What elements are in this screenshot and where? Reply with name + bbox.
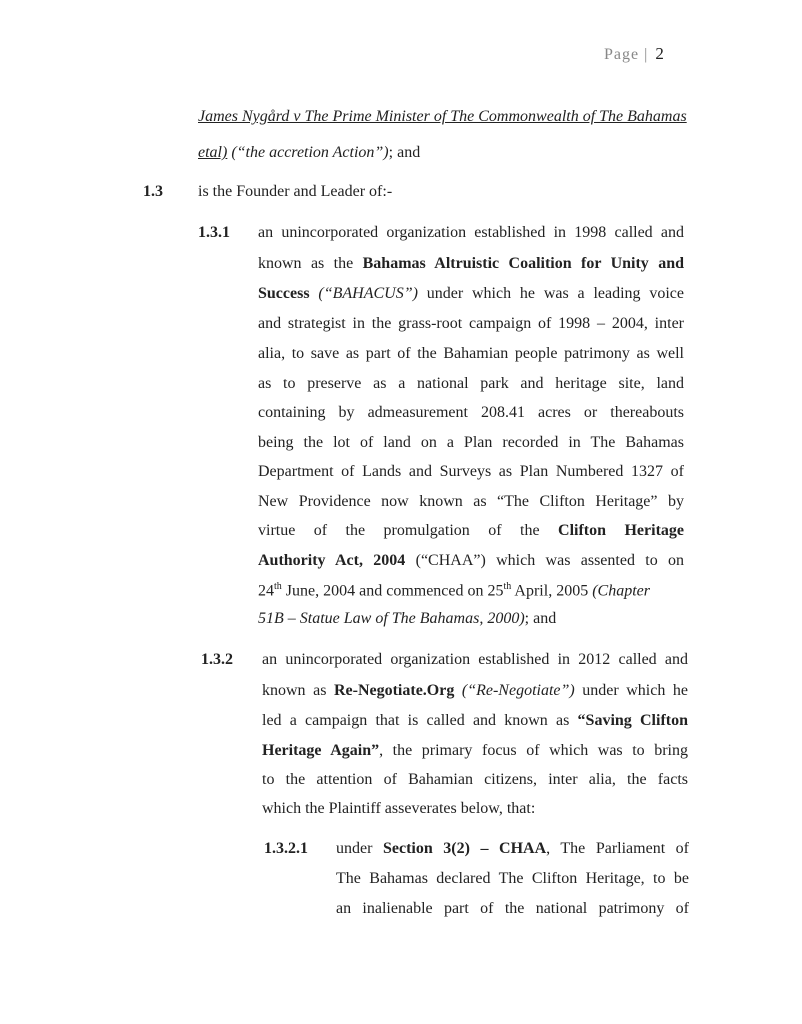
accretion-label: (“the accretion Action”) bbox=[231, 144, 389, 161]
renegotiate-abbrev: (“Re-Negotiate”) bbox=[454, 682, 575, 699]
s132-line-3-pre: led a campaign that is called and known as bbox=[262, 712, 578, 729]
page-word: Page bbox=[604, 46, 640, 63]
s131-line-8: being the lot of land on a Plan recorded in The Bahamas bbox=[258, 434, 684, 451]
s131-line-7: containing by admeasurement 208.41 acres or thereabouts bbox=[258, 404, 684, 421]
s131-sup-1: th bbox=[274, 581, 282, 592]
s131-line-6: as to preserve as a national park and heritage site, land bbox=[258, 375, 684, 392]
s1321-line-1-pre: under bbox=[336, 840, 383, 857]
s131-date-2: June, 2004 and commenced on 25 bbox=[281, 582, 504, 600]
s131-date-1: 24 bbox=[258, 582, 274, 600]
s131-line-3 bbox=[258, 285, 684, 303]
case-title-line-2 bbox=[198, 144, 420, 162]
s132-line-5: to the attention of Bahamian citizens, inter alia, the facts bbox=[262, 771, 688, 788]
intro-tail: ; and bbox=[388, 144, 421, 161]
section-number-1-3-2-1: 1.3.2.1 bbox=[264, 840, 308, 857]
case-title-end: etal) bbox=[198, 144, 228, 161]
bahacus-name: Bahamas Altruistic Coalition for Unity and bbox=[362, 255, 684, 272]
s131-line-10: New Providence now known as “The Clifton Heritage” by bbox=[258, 493, 684, 510]
s131-line-5: alia, to save as part of the Bahamian people patrimony as well bbox=[258, 345, 684, 362]
s132-line-4-post: , the primary focus of which was to bring bbox=[379, 742, 688, 759]
s131-chapter: (Chapter bbox=[592, 582, 650, 600]
bahacus-name-end: Success bbox=[258, 285, 310, 302]
s132-line-6: which the Plaintiff asseverates below, that: bbox=[262, 800, 536, 817]
page-separator: | bbox=[644, 46, 649, 63]
s131-line-9: Department of Lands and Surveys as Plan Numbered 1327 of bbox=[258, 463, 684, 480]
s131-line-2 bbox=[258, 255, 684, 273]
statute-citation: 51B – Statue Law of The Bahamas, 2000) bbox=[258, 610, 525, 627]
section-reference: Section 3(2) – CHAA bbox=[382, 840, 547, 857]
s1321-line-1 bbox=[336, 840, 689, 858]
s131-line-14-post: ; and bbox=[524, 610, 557, 627]
s132-line-2-pre: known as bbox=[262, 682, 334, 699]
s131-line-4: and strategist in the grass-root campaign of 1998 – 2004, inter bbox=[258, 315, 684, 332]
renegotiate-name: Re-Negotiate.Org bbox=[333, 682, 455, 699]
campaign-name: “Saving Clifton bbox=[577, 712, 688, 729]
s131-line-13 bbox=[258, 581, 650, 600]
s131-date-3: April, 2005 bbox=[511, 582, 593, 600]
s131-line-11-pre: virtue of the promulgation of the bbox=[258, 522, 559, 539]
chaa-name-end: Authority Act, 2004 bbox=[258, 552, 406, 569]
page-header bbox=[604, 44, 665, 64]
s131-line-14 bbox=[258, 610, 556, 628]
s131-line-2-pre: known as the bbox=[258, 255, 363, 272]
chaa-name: Clifton Heritage bbox=[558, 522, 684, 539]
section-number-1-3-1: 1.3.1 bbox=[198, 224, 230, 241]
campaign-name-end: Heritage Again” bbox=[262, 742, 380, 759]
bahacus-abbrev: (“BAHACUS”) bbox=[309, 285, 418, 302]
s132-line-3 bbox=[262, 712, 688, 730]
section-text-1-3: is the Founder and Leader of:- bbox=[198, 183, 393, 200]
section-number-1-3-2: 1.3.2 bbox=[201, 651, 233, 668]
s131-line-3-post: under which he was a leading voice bbox=[417, 285, 684, 302]
case-title: James Nygård v The Prime Minister of The Commonwealth of The Bahamas bbox=[198, 108, 687, 125]
s132-line-2 bbox=[262, 682, 688, 700]
page-number: 2 bbox=[655, 44, 665, 63]
s131-line-12 bbox=[258, 552, 684, 570]
s1321-line-3: an inalienable part of the national patrimony of bbox=[336, 900, 689, 917]
s132-line-1: an unincorporated organization established in 2012 called and bbox=[262, 651, 688, 668]
s131-line-1: an unincorporated organization established in 1998 called and bbox=[258, 224, 684, 241]
section-number-1-3: 1.3 bbox=[143, 183, 163, 200]
s132-line-4 bbox=[262, 742, 688, 760]
case-title-line-1 bbox=[198, 108, 687, 126]
s131-line-11 bbox=[258, 522, 684, 540]
s131-line-12-post: (“CHAA”) which was assented to on bbox=[405, 552, 685, 569]
s132-line-2-post: under which he bbox=[574, 682, 688, 699]
s1321-line-1-post: , The Parliament of bbox=[546, 840, 690, 857]
s131-sup-2: th bbox=[503, 581, 512, 592]
s1321-line-2: The Bahamas declared The Clifton Heritage, to be bbox=[336, 870, 689, 887]
